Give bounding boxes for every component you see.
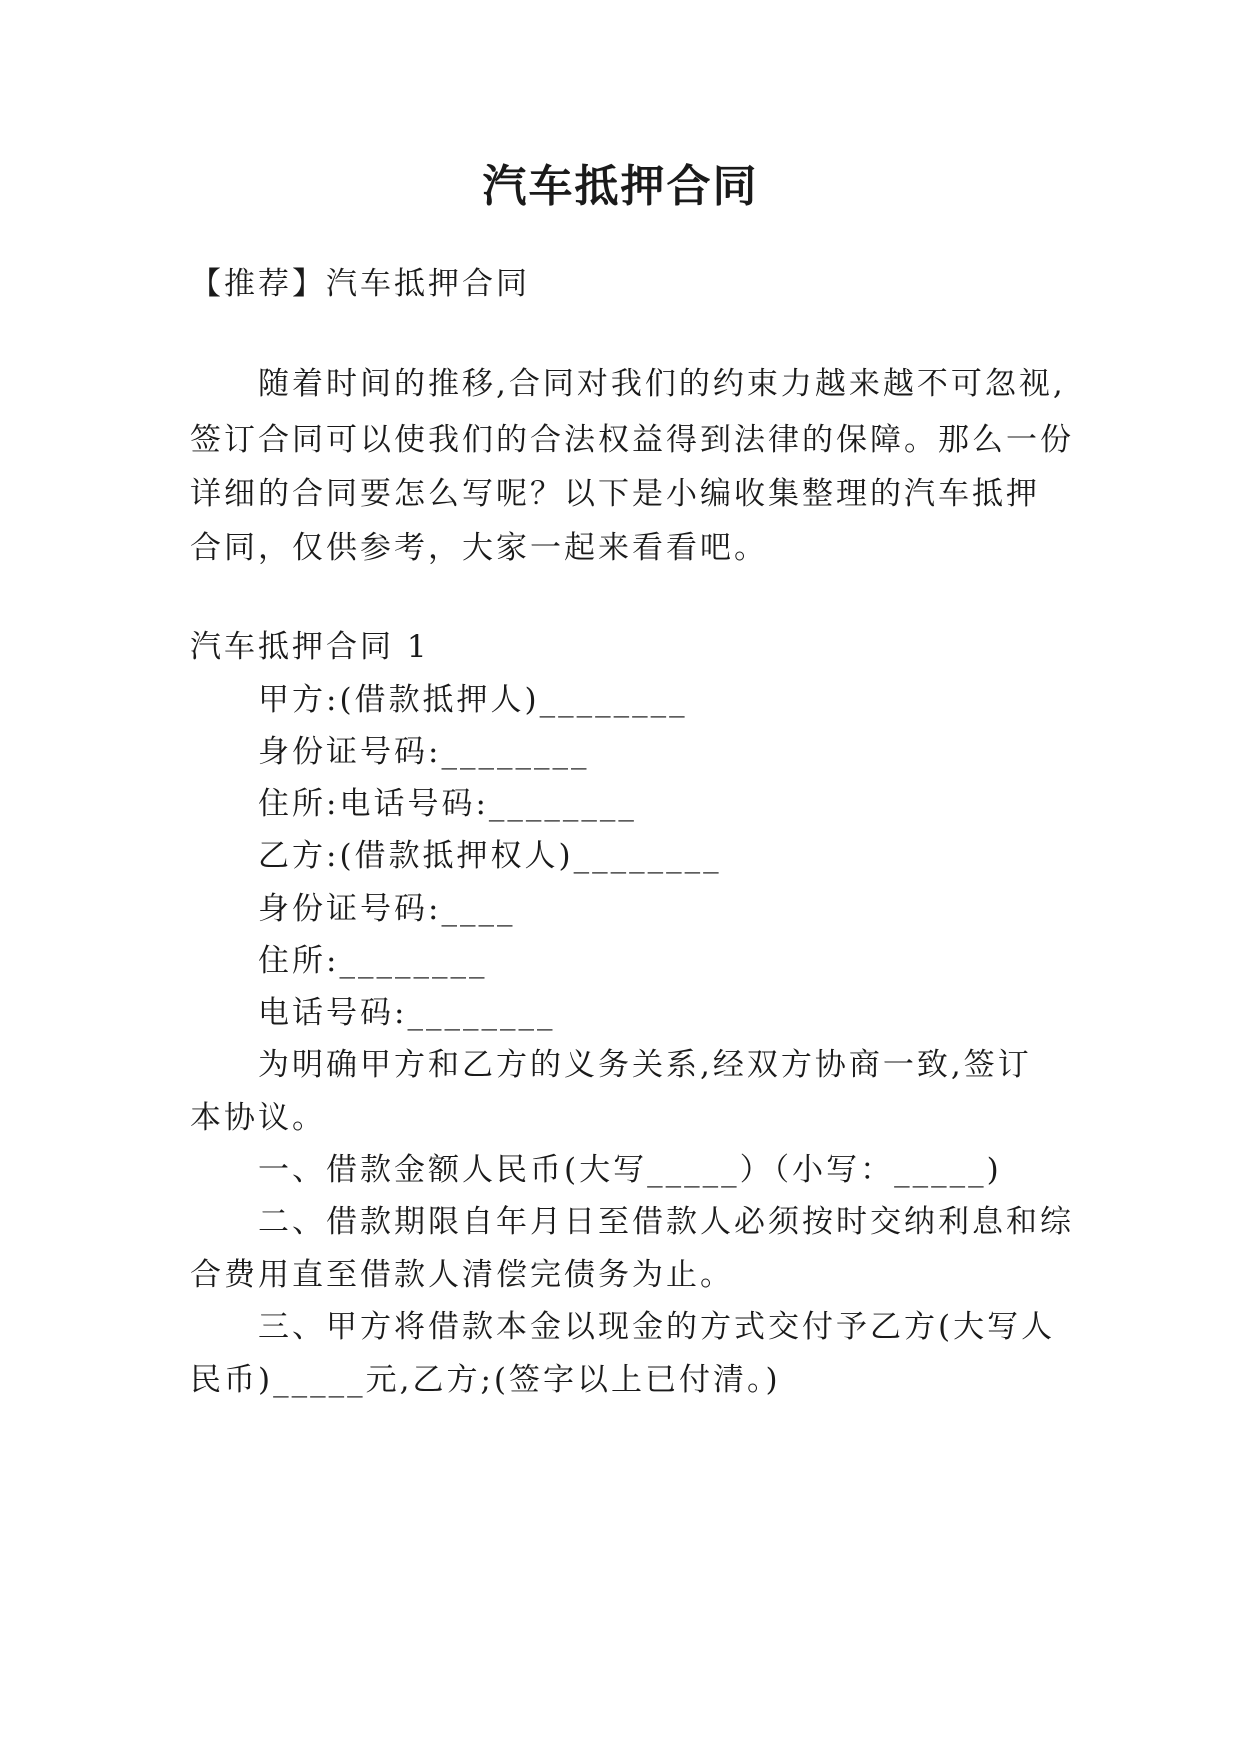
field-party-b-phone: 电话号码:________	[258, 995, 556, 1031]
field-party-a-address-phone: 住所:电话号码:________	[258, 786, 637, 822]
field-party-a: 甲方:(借款抵押人)________	[258, 682, 688, 718]
intro-line-3: 详细的合同要怎么写呢？以下是小编收集整理的汽车抵押	[190, 476, 1040, 512]
preamble-line-1: 为明确甲方和乙方的义务关系,经双方协商一致,签订	[258, 1047, 1032, 1083]
clause-1: 一、借款金额人民币(大写_____）（小写：_____)	[258, 1152, 1002, 1188]
field-party-a-id: 身份证号码:________	[258, 734, 590, 770]
clause-2-line-1: 二、借款期限自年月日至借款人必须按时交纳利息和综	[258, 1204, 1074, 1240]
field-party-b-id: 身份证号码:____	[258, 891, 516, 927]
intro-line-2: 签订合同可以使我们的合法权益得到法律的保障。那么一份	[190, 422, 1074, 458]
clause-3-line-2: 民币)_____元,乙方;(签字以上已付清。)	[190, 1362, 781, 1398]
field-party-b: 乙方:(借款抵押权人)________	[258, 838, 722, 874]
clause-3-line-1: 三、甲方将借款本金以现金的方式交付予乙方(大写人	[258, 1309, 1056, 1345]
intro-line-1: 随着时间的推移,合同对我们的约束力越来越不可忽视,	[258, 366, 1066, 402]
clause-2-line-2: 合费用直至借款人清偿完债务为止。	[190, 1257, 734, 1293]
intro-line-4: 合同，仅供参考，大家一起来看看吧。	[190, 530, 768, 566]
document-title: 汽车抵押合同	[482, 161, 759, 212]
field-party-b-address: 住所:________	[258, 943, 488, 979]
document-subtitle: 【推荐】汽车抵押合同	[190, 266, 530, 302]
preamble-line-2: 本协议。	[190, 1100, 326, 1136]
section-heading: 汽车抵押合同 1	[190, 629, 430, 665]
